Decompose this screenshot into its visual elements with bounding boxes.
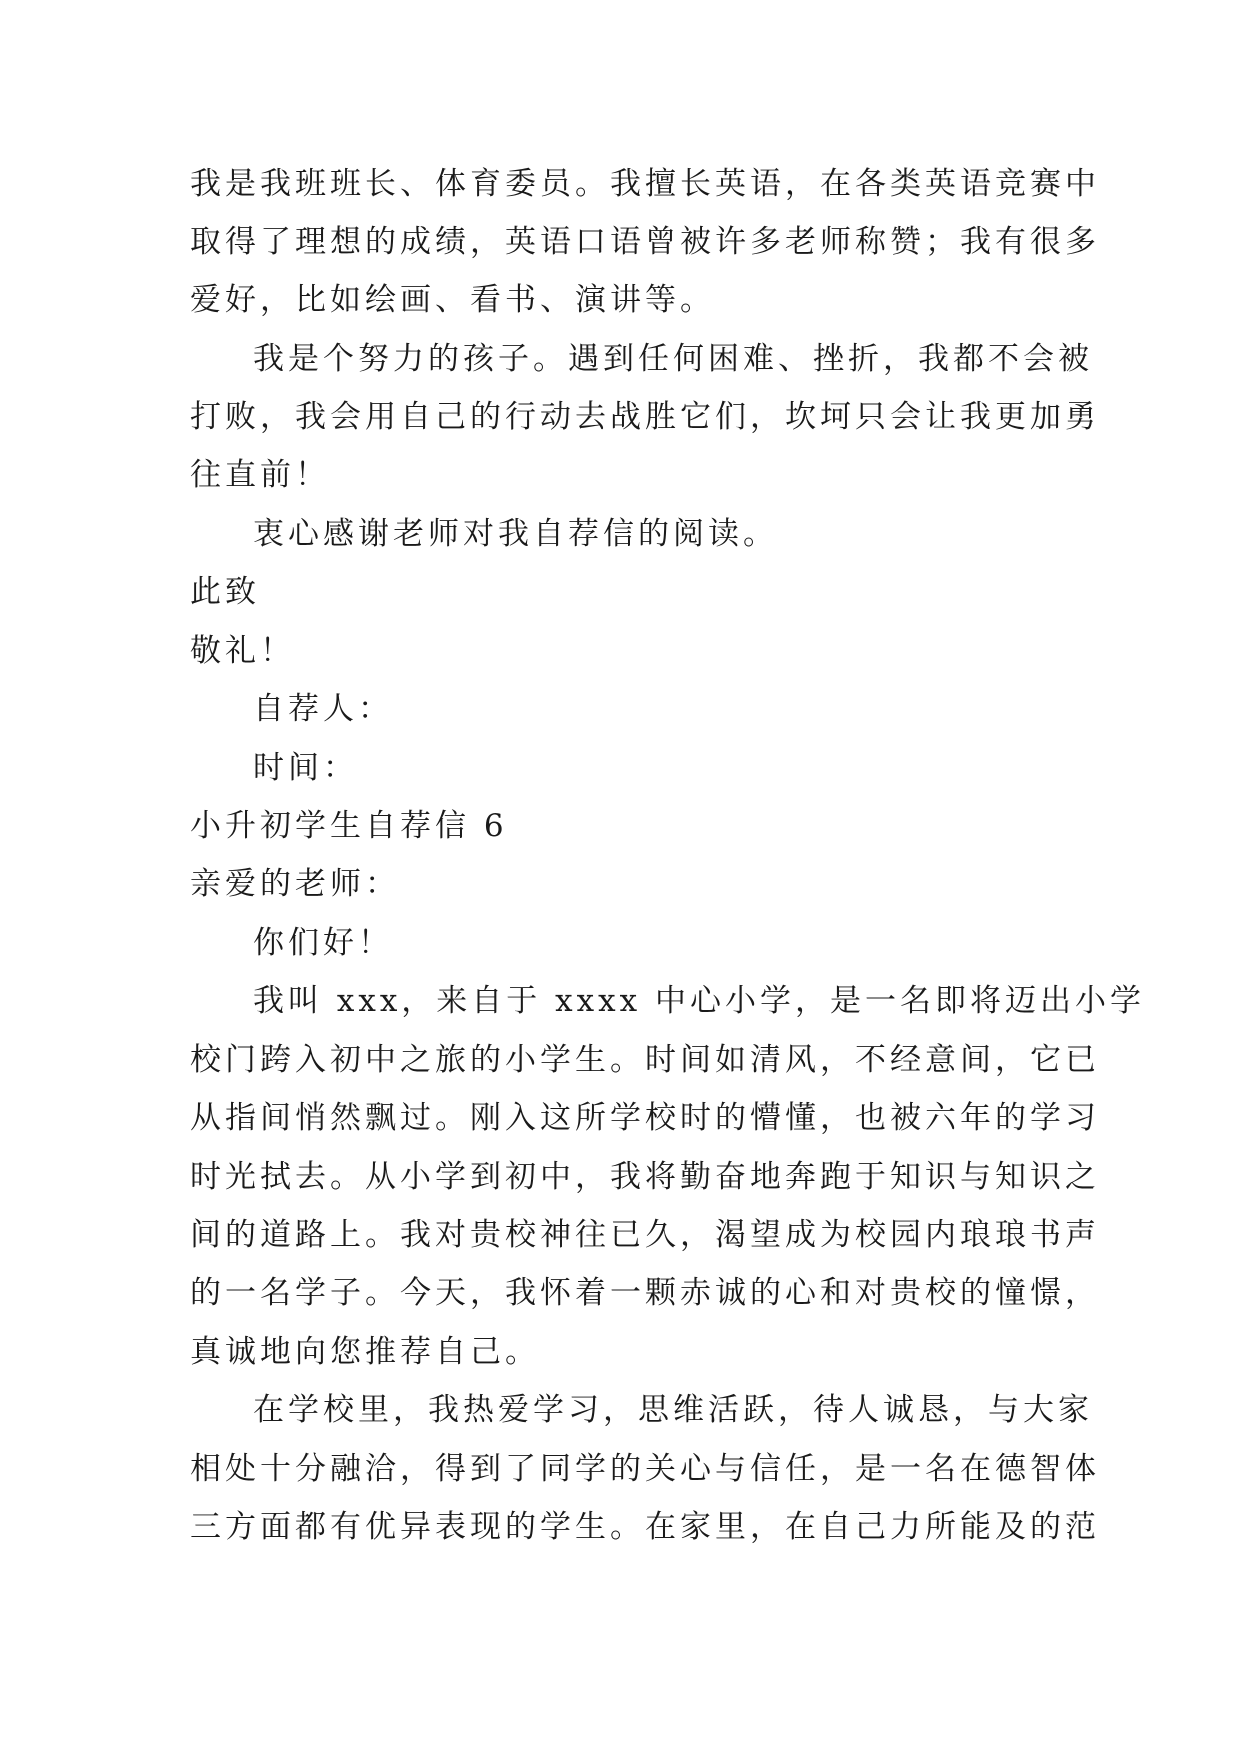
text-line: 三方面都有优异表现的学生。在家里，在自己力所能及的范 — [190, 1509, 1100, 1545]
text-line: 爱好，比如绘画、看书、演讲等。 — [190, 282, 715, 318]
text-line: 此致 — [190, 574, 260, 610]
text-line: 校门跨入初中之旅的小学生。时间如清风，不经意间，它已 — [190, 1042, 1100, 1078]
text-line: 的一名学子。今天，我怀着一颗赤诚的心和对贵校的憧憬， — [190, 1275, 1100, 1311]
text-line: 时间： — [253, 750, 358, 786]
text-line: 时光拭去。从小学到初中，我将勤奋地奔跑于知识与知识之 — [190, 1159, 1100, 1195]
text-line: 打败，我会用自己的行动去战胜它们，坎坷只会让我更加勇 — [190, 399, 1100, 435]
text-line: 亲爱的老师： — [190, 866, 400, 902]
text-line: 取得了理想的成绩，英语口语曾被许多老师称赞；我有很多 — [190, 224, 1100, 260]
text-line: 自荐人： — [253, 691, 393, 727]
text-line: 我叫 xxx，来自于 xxxx 中心小学，是一名即将迈出小学 — [253, 983, 1145, 1019]
text-line: 真诚地向您推荐自己。 — [190, 1334, 540, 1370]
text-line: 敬礼！ — [190, 633, 295, 669]
text-line: 小升初学生自荐信 6 — [190, 808, 508, 844]
text-line: 间的道路上。我对贵校神往已久，渴望成为校园内琅琅书声 — [190, 1217, 1100, 1253]
text-line: 衷心感谢老师对我自荐信的阅读。 — [253, 516, 778, 552]
text-line: 在学校里，我热爱学习，思维活跃，待人诚恳，与大家 — [253, 1392, 1093, 1428]
text-line: 从指间悄然飘过。刚入这所学校时的懵懂，也被六年的学习 — [190, 1100, 1100, 1136]
text-line: 我是个努力的孩子。遇到任何困难、挫折，我都不会被 — [253, 341, 1093, 377]
text-line: 相处十分融洽，得到了同学的关心与信任，是一名在德智体 — [190, 1451, 1100, 1487]
text-line: 你们好！ — [253, 925, 393, 961]
text-line: 往直前！ — [190, 457, 330, 493]
text-line: 我是我班班长、体育委员。我擅长英语，在各类英语竞赛中 — [190, 166, 1100, 202]
